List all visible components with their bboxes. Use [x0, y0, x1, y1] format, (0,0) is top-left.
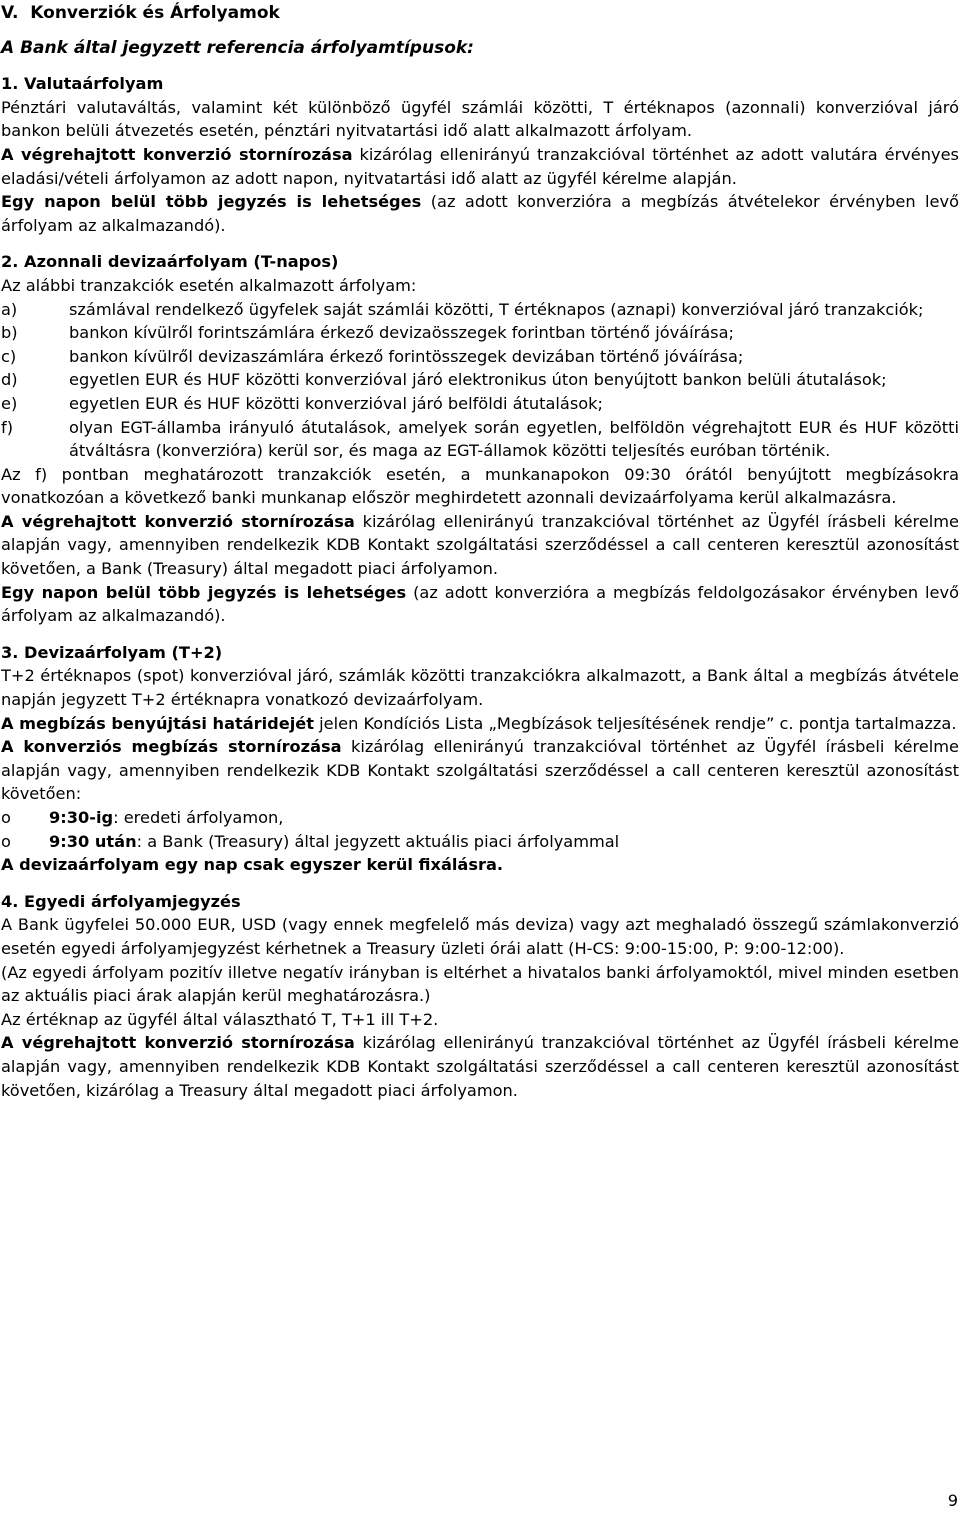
- paragraph: Az f) pontban meghatározott tranzakciók esetén, a munkanapokon 09:30 órától benyújtott megbízásokra vonatkozóan a következő banki munkanap először meghirdetett azonnali devizaárfolyama kerül alkalmazásra.: [1, 464, 959, 508]
- paragraph-text: (az adott konverzióra a megbízás átvételekor érvényben levő árfolyam az alkalmazandó).: [1, 192, 959, 235]
- bold-phrase: Egy napon belül több jegyzés is lehetséges: [1, 192, 422, 212]
- bold-phrase: 9:30 után: [49, 831, 137, 851]
- section-title: 4. Egyedi árfolyamjegyzés: [1, 891, 241, 911]
- bold-phrase: A megbízás benyújtási határidejét: [1, 713, 315, 733]
- paragraph-text: (az adott konverzióra a megbízás feldolgozásakor érvényben levő árfolyam az alkalmazandó).: [1, 582, 959, 626]
- list-item: [1, 368, 959, 392]
- paragraph: Az alábbi tranzakciók esetén alkalmazott árfolyam:: [1, 275, 417, 295]
- paragraph: (Az egyedi árfolyam pozitív illetve negatív irányban is eltérhet a hivatalos banki árfolyamoktól, mivel minden esetben az aktuális piaci árak alapján kerül meghatározásra.): [1, 962, 959, 1006]
- paragraph: A Bank ügyfelei 50.000 EUR, USD (vagy ennek megfelelő más deviza) vagy azt meghaladó összegű számlakonverzió esetén egyedi árfolyamjegyzést kérhetnek a Treasury üzleti órái alatt (H-CS: 9:00-15:00, P: 9:00-12:00).: [1, 915, 959, 958]
- section-title: 1. Valutaárfolyam: [1, 74, 164, 94]
- list-item: [1, 416, 959, 463]
- bold-phrase: A devizaárfolyam egy nap csak egyszer kerül fixálásra.: [1, 855, 504, 875]
- section-devizaarfolyam-t2: [1, 641, 959, 877]
- paragraph: [1, 853, 959, 877]
- paragraph: T+2 értéknapos (spot) konverzióval járó, számlák közötti tranzakciókra alkalmazott, a Bank által a megbízás átvétele napján jegyzett T+2 értéknapra vonatkozó devizaárfolyam.: [1, 666, 959, 710]
- section-egyedi-arfolyamjegyzes: [1, 890, 959, 1102]
- bold-phrase: A konverziós megbízás stornírozása: [1, 737, 342, 757]
- list-marker: f): [1, 417, 14, 437]
- bold-phrase: A végrehajtott konverzió stornírozása: [1, 144, 353, 164]
- bold-phrase: Egy napon belül több jegyzés is lehetséges: [1, 582, 407, 602]
- paragraph-text: kizárólag ellenirányú tranzakcióval történhet az Ügyfél írásbeli kérelme alapján vagy, amennyiben rendelkezik KDB Kontakt szolgáltatási szerződéssel a call centeren keresztül azonosítást követően, a Bank (Treasury) által megadott piaci árfolyamon.: [1, 511, 960, 579]
- list-item: [1, 806, 959, 830]
- bold-phrase: A végrehajtott konverzió stornírozása: [1, 1033, 355, 1053]
- paragraph-text: jelen Kondíciós Lista „Megbízások teljesítésének rendje” c. pontja tartalmazza.: [314, 713, 957, 733]
- section-azonnali-devizaarfolyam: [1, 250, 959, 628]
- section-title: 2. Azonnali devizaárfolyam (T-napos): [1, 252, 339, 272]
- list-item-text: olyan EGT-államba irányuló átutalások, amelyek során egyetlen, belföldön végrehajtott EUR és HUF közötti átváltásra (konverzióra) kerül sor, és maga az EGT-államok közötti teljesítés euróban történik.: [69, 417, 959, 461]
- list-item: [1, 345, 959, 369]
- cutoff-list: [1, 806, 959, 853]
- section-title: 3. Devizaárfolyam (T+2): [1, 642, 223, 662]
- paragraph: [1, 735, 959, 806]
- list-marker: c): [1, 346, 17, 366]
- section-subheading: A Bank által jegyzett referencia árfolyamtípusok:: [1, 37, 474, 58]
- page-number: 9: [947, 1491, 958, 1510]
- list-item: [1, 830, 959, 854]
- list-item-text: : a Bank (Treasury) által jegyzett aktuális piaci árfolyammal: [136, 831, 620, 851]
- list-marker: b): [1, 323, 18, 343]
- transaction-list: [1, 298, 959, 463]
- section-valutaarfolyam: [1, 72, 959, 237]
- paragraph: [1, 581, 959, 628]
- chapter-heading: V. Konverziók és Árfolyamok: [1, 3, 280, 23]
- list-item-text: : eredeti árfolyamon,: [113, 808, 284, 827]
- paragraph: [1, 510, 959, 581]
- paragraph: [1, 143, 959, 190]
- paragraph-text: kizárólag ellenirányú tranzakcióval történhet az adott valutára érvényes eladási/vételi árfolyamon az adott napon, nyitvatartási idő alatt az ügyfél kérelme alapján.: [1, 144, 959, 188]
- list-item-text: bankon kívülről devizaszámlára érkező forintösszegek devizában történő jóváírása;: [69, 346, 744, 366]
- paragraph: [1, 190, 959, 237]
- paragraph: [1, 712, 959, 736]
- list-marker: e): [1, 393, 18, 413]
- list-item: [1, 298, 959, 322]
- paragraph-text: kizárólag ellenirányú tranzakcióval történhet az Ügyfél írásbeli kérelme alapján vagy, amennyiben rendelkezik KDB Kontakt szolgáltatási szerződéssel a call centeren keresztül azonosítást követően:: [1, 737, 959, 804]
- list-item: [1, 392, 959, 416]
- bold-phrase: A végrehajtott konverzió stornírozása: [1, 511, 355, 531]
- paragraph-text: kizárólag ellenirányú tranzakcióval történhet az Ügyfél írásbeli kérelme alapján vagy, amennyiben rendelkezik KDB Kontakt szolgáltatási szerződéssel a call centeren keresztül azonosítást követően, kizárólag a Treasury által megadott piaci árfolyamon.: [1, 1033, 960, 1100]
- bullet-marker: o: [1, 808, 11, 827]
- paragraph: [1, 1031, 959, 1102]
- bold-phrase: 9:30-ig: [49, 808, 114, 827]
- paragraph: Az értéknap az ügyfél által választható T, T+1 ill T+2.: [1, 1009, 439, 1029]
- list-item-text: bankon kívülről forintszámlára érkező devizaösszegek forintban történő jóváírása;: [69, 323, 734, 343]
- document-page: [1, 2, 959, 1102]
- bullet-marker: o: [1, 831, 11, 851]
- list-item-text: egyetlen EUR és HUF közötti konverzióval járó elektronikus úton benyújtott bankon belüli átutalások;: [69, 370, 887, 390]
- list-item: [1, 321, 959, 345]
- list-marker: a): [1, 299, 18, 319]
- list-item-text: számlával rendelkező ügyfelek saját számlái közötti, T értéknapos (aznapi) konverzióval járó tranzakciók;: [69, 299, 924, 319]
- paragraph: Pénztári valutaváltás, valamint két különböző ügyfél számlái közötti, T értéknapos (azonnali) konverzióval járó bankon belüli átvezetés esetén, pénztári nyitvatartási idő alatt alkalmazott árfolyam.: [1, 97, 959, 141]
- list-marker: d): [1, 370, 18, 390]
- list-item-text: egyetlen EUR és HUF közötti konverzióval járó belföldi átutalások;: [69, 393, 603, 413]
